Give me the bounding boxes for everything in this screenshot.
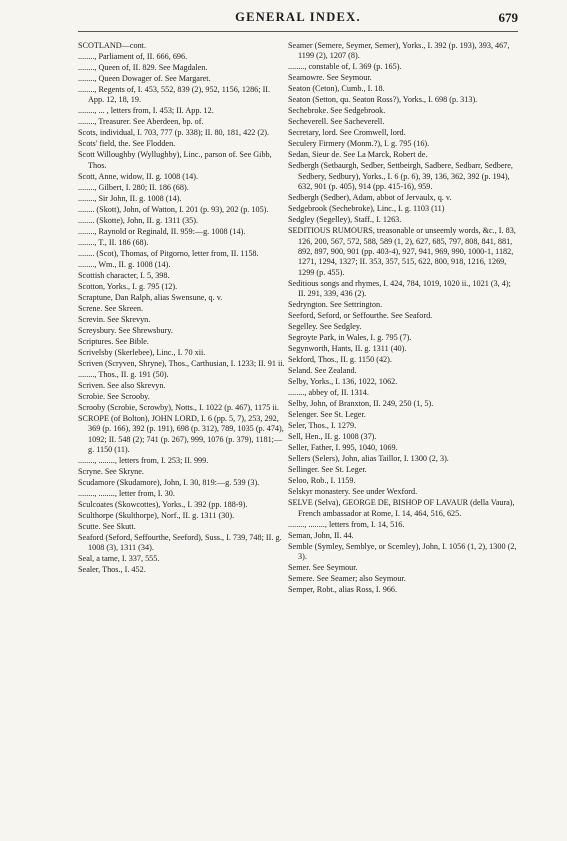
index-column-left [78,41,285,576]
index-entry: Sedbergh (Sedber), Adam, abbot of Jervaulx, q. v. [288,193,452,203]
index-entry: SEDITIOUS RUMOURS, treasonable or unseemly words, &c., I. 83, 126, 200, 567, 572, 588, 589 (1, 2), 627, 685, 797, 808, 841, 881, 892, 897, 900, 901 (pp. 403-4), 927, 941, 969, 990, 1000-1, 1182, 1271, 1294, 1327; II. 353, 357, 515, 622, 800, 918, 1216, 1269, 1299 (p. 455). [288,226,516,277]
index-entry: Semble (Symley, Semblye, or Scemley), John, I. 1056 (1, 2), 1300 (2, 3). [288,541,517,562]
index-entry: SCROPE (of Bolton), JOHN LORD, I. 6 (pp. 5, 7), 253, 292, 369 (p. 166), 392 (p. 191), 698 (p. 312), 789, 1035 (p. 474), 1092; II. 548 (2); 741 (p. 267), 999, 1076 (p. 379), 1181;—g. 1150 (11). [78,413,284,455]
index-entry: ........, Gilbert, I. 280; II. 186 (68). [78,182,189,192]
index-entry: Scottish character, I. 5, 398. [78,270,170,280]
index-entry: Secheverell. See Sacheverell. [288,117,385,127]
index-entry: ........, Parliament of, II. 666, 696. [78,52,188,61]
index-entry: Sealer, Thos., I. 452. [78,565,146,575]
index-entry: Scutte. See Skutt. [78,522,136,532]
index-entry: Sculthorpe (Skulthorpe), Norf., II. g. 1311 (30). [78,511,235,521]
index-entry: Scott, Anne, widow, II. g. 1008 (14). [78,171,198,181]
index-entry: Seaton (Ceton), Cumb., I. 18. [288,84,385,94]
index-entry: Sellinger. See St. Leger. [288,465,367,475]
index-entry: ........, Queen Dowager of. See Margaret. [78,74,211,83]
index-entry: ........, ........, letters from, I. 253; II. 999. [78,456,209,466]
index-entry: ........ (Skott), John, of Watton, I. 201 (p. 93), 202 (p. 105). [78,204,269,214]
index-entry: ........, ........, letter from, I. 30. [78,489,175,499]
index-entry: ........, Queen of, II. 829. See Magdalen. [78,63,208,72]
index-entry: Scryne. See Skryne. [78,467,144,477]
index-entry: Secretary, lord. See Cromwell, lord. [288,128,406,138]
index-entry: Sculcoates (Skowcottes), Yorks., I. 392 (pp. 188-9). [78,500,248,510]
index-entry: Seaton (Setton, qu. Seaton Ross?), Yorks., I. 698 (p. 313). [288,95,478,105]
index-entry: Seamowre. See Seymour. [288,73,372,83]
index-entry: Sedryngton. See Settrington. [288,300,383,310]
index-entry: ........ (Scot), Thomas, of Pitgorno, letter from, II. 1158. [78,248,259,258]
index-entry: Screvin. See Skrevyn. [78,314,151,324]
index-entry: Seland. See Zealand. [288,366,357,376]
index-entry: Semper, Robt., alias Ross, I. 966. [288,585,398,595]
index-entry: Scrobie. See Scrooby. [78,391,150,401]
index-entry: Seman, John, II. 44. [288,530,354,540]
index-entry: Segroyte Park, in Wales, I. g. 795 (7). [288,333,412,343]
index-entry: Seal, a tame, I. 337, 555. [78,554,160,564]
index-entry: ........, ........, letters from, I. 14, 516. [288,519,405,529]
index-entry: Scrivelsby (Skerlebee), Linc., I. 70 xii. [78,347,206,357]
index-entry: ........, Treasurer. See Aberdeen, bp. of. [78,117,204,127]
index-entry: Sellers (Selers), John, alias Taillor, I. 1300 (2, 3). [288,454,449,464]
index-entry: Scots' field, the. See Flodden. [78,139,176,149]
index-entry: Sedgebrook (Sechebroke), Linc., I. g. 1103 (11) [288,204,445,214]
index-entry: Scott Willoughby (Wyllughby), Linc., parson of. See Gibb, Thos. [78,150,272,170]
index-entry: Segelley. See Sedgley. [288,322,362,332]
index-entry: Selskyr monastery. See under Wexford. [288,487,418,497]
index-entry: Screysbury. See Shrewsbury. [78,325,173,335]
index-entry: SCOTLAND—cont. [78,41,146,50]
index-entry: Seller, Father, I. 995, 1040, 1069. [288,443,398,453]
page-header [78,10,518,30]
index-entry: ........, Regents of, I. 453, 552, 839 (2), 952, 1156, 1286; II. App. 12, 18, 19. [78,85,271,105]
index-entry: ........, abbey of, II. 1314. [288,388,369,398]
index-entry: Seamer (Semere, Seymer, Semer), Yorks., I. 392 (p. 193), 393, 467, 1199 (2), 1207 (8). [288,41,510,61]
index-entry: Semer. See Seymour. [288,563,358,573]
index-entry: Scots, individual, I. 703, 777 (p. 338); II. 80, 181, 422 (2). [78,128,270,138]
index-entry: ........, Wm., II. g. 1008 (14). [78,259,171,269]
index-entry: Selenger. See St. Leger. [288,410,366,420]
index-entry: Sedan, Sieur de. See La Marck, Robert de. [288,150,428,160]
index-entry: SELVE (Selva), GEORGE DE, BISHOP OF LAVAUR (della Vaura), French ambassador at Rome, I. 14, 464, 516, 625. [288,498,515,518]
index-entry: Segynworth, Hants, II. g. 1311 (40). [288,344,407,354]
index-entry: ........, Thos., II. g. 191 (50). [78,369,169,379]
index-entry: Seditious songs and rhymes, I. 424, 784, 1019, 1020 ii., 1021 (3, 4); II. 291, 339, 436 (2). [288,278,511,299]
index-entry: Scotton, Yorks., I. g. 795 (12). [78,281,178,291]
index-entry: Scriven (Scryven, Shryne), Thos., Carthusian, I. 1233; II. 91 ii. [78,358,285,368]
index-entry: Selby, John, of Branxton, II. 249, 250 (1, 5). [288,399,434,409]
index-column-right [288,41,518,596]
index-entry: Seaford (Seford, Seffourthe, Seeford), Suss., I. 739, 748; II. g. 1008 (3), 1311 (34). [78,533,282,553]
index-entry: Seler, Thos., I. 1279. [288,421,357,431]
index-entry: ........, T., II. 186 (68). [78,237,149,247]
header-rule [78,31,518,32]
index-entry: Selby, Yorks., I. 136, 1022, 1062. [288,377,398,387]
index-entry: ........ (Skotte), John, II. g. 1311 (35). [78,215,198,225]
index-entry: Scriven. See also Skrevyn. [78,380,166,390]
index-entry: Scudamore (Skudamore), John, I. 30, 819:—g. 539 (3). [78,478,260,488]
page-number: 679 [498,10,518,25]
index-entry: ........, constable of, I. 369 (p. 165). [288,62,402,72]
index-entry: Sekford, Thos., II. g. 1150 (42). [288,355,392,365]
index-entry: Seculery Firmery (Monm.?), I. g. 795 (16). [288,139,430,149]
index-entry: Seeford, Seford, or Seffourthe. See Seaford. [288,311,433,321]
index-entry: ........, Sir John, II. g. 1008 (14). [78,193,182,203]
page-title: GENERAL INDEX. [235,10,361,24]
index-entry: Sedbergh (Setbaurgh, Sedber, Settbeirgh, Sadbere, Sedbarr, Sedbere, Sedbery, Sedbury), Yorks., I. 6 (p. 6), 39, 136, 362, 392 (p. 194), 632, 901 (p. 405), 914 (pp. 415-16), 959. [288,161,513,192]
index-entry: ........, Raynold or Reginald, II. 959:—g. 1008 (14). [78,226,246,236]
index-entry: Sedgley (Segelley), Staff., I. 1263. [288,215,402,225]
index-entry: Sechebroke. See Sedgebrook. [288,106,386,116]
index-entry: Scrooby (Scrobie, Scrowby), Notts., I. 1022 (p. 467), 1175 ii. [78,402,279,412]
index-entry: Screne. See Skreen. [78,303,144,313]
index-entry: Sell, Hen., II. g. 1008 (37). [288,432,377,442]
index-entry: Seloo, Rob., I. 1159. [288,476,356,486]
index-entry: ........, ... , letters from, I. 453; II. App. 12. [78,106,214,116]
index-entry: Scriptures. See Bible. [78,336,149,346]
index-entry: Scraptune, Dan Ralph, alias Swensune, q. v. [78,292,223,302]
index-entry: Semere. See Seamer; also Seymour. [288,574,406,584]
